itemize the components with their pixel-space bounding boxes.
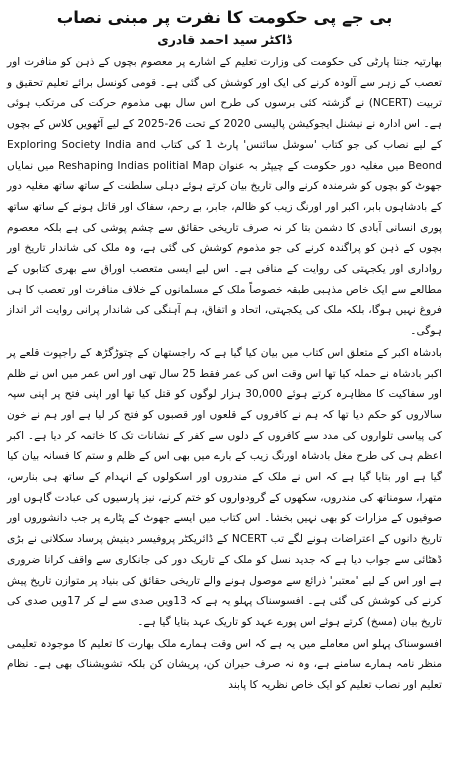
article-paragraph-2: بادشاہ اکبر کے متعلق اس کتاب میں بیان کیا گیا ہے کہ راجستھان کے چتوڑگڑھ کے راجپوت قلعے پر اکبر بادشاہ نے حملہ کیا تھا اس وقت اس کی عمر فقط 25 سال تھی اور اس عمر میں اس نے ظلم اور سفاکیت کا مظاہرہ کرتے ہوئے 30,000 ہزار لوگوں کو قتل کیا تھا اور اپنی فتح پر اپنی سپہ سالاروں کو حکم دیا تھا کہ ہم نے کافروں کے قلعوں اور قصبوں کو فتح کر لیا ہے اور ہم نے خون کی پیاسی تلواروں کی مدد سے کافروں کے دلوں سے کفر کے نشانات تک کا خاتمہ کر دیا ہے۔ اکبر اعظم ہی کی طرح مغل بادشاہ اورنگ زیب کے بارے میں بھی اس کے ظلم و ستم کا فسانہ بیان کیا گیا ہے اور بتایا گیا ہے کہ اس نے ملک کے مندروں اور اسکولوں کے انہدام کے ساتھ ہی بنارس، متھرا، سومناتھ کی مندروں، سکھوں کے گرودواروں کو ختم کرنے، نیز پارسیوں کی عبادت گاہوں اور صوفیوں کے مزارات کو بھی نہیں بخشا۔ اس کتاب میں ایسے جھوٹ کے پٹارے پر جب دانشوروں اور تاریخ دانوں کے اعتراضات ہونے لگے تب NCERT کے ڈائریکٹر پروفیسر دینیش پرساد سکلانی نے بڑی ڈھٹائی سے جواب دیا ہے کہ جدید نسل کو ملک کے تاریک دور کی جانکاری سے واقف کرانا ضروری ہے اور اس کے لیے 'معتبر' ذرائع سے موصول ہونے والے تاریخی حقائق کی بنیاد پر متوازن تاریخ پیش کرنے کی کوشش کی گئی ہے۔ افسوسناک پہلو یہ ہے کہ 13ویں صدی سے لے کر 17ویں صدی کی تاریخ بیان (مسخ) کرتے ہوئے اس پورے عہد کو تاریک عہد بتایا گیا ہے۔ bbox=[7, 346, 442, 628]
article-paragraph-3: افسوسناک پہلو اس معاملے میں یہ ہے کہ اس وقت ہمارے ملک بھارت کا تعلیم کا موجودہ تعلیمی منظر نامہ ہمارے سامنے ہے، وہ نہ صرف حیران کن، پریشان کن بلکہ تشویشناک بھی ہے۔ نظام تعلیم اور نصاب تعلیم کو ایک خاص نظریہ کا پابند bbox=[7, 637, 442, 692]
article-author: ڈاکٹر سید احمد قادری bbox=[157, 32, 292, 47]
article-paragraph-1: بھارتیہ جنتا پارٹی کی حکومت کی وزارت تعلیم کے اشارے پر معصوم بچوں کے ذہن کو منافرت اور تعصب کے زہر سے آلودہ کرنے کی ایک اور کوشش کی گئی ہے۔ قومی کونسل برائے تعلیم تحقیق و تربیت (NCERT) نے گزشتہ کئی برسوں کی طرح اس سال بھی مذموم حرکت کی مرتکب ہوئی ہے۔ اس ادارہ نے نیشنل ایجوکیشن پالیسی 2020 کے تحت 26-2025 کے لیے آٹھویں کلاس کے بچوں کے لیے نصاب کی جو کتاب 'سوشل سائنس' پارٹ 1 کی کتاب Exploring Society India and Beond میں مغلیہ دور حکومت کے چیپٹر بہ عنوان Reshaping Indias politial Map میں نمایاں جھوٹ کو بچوں کو شرمندہ کرنے والی تاریخ بیان کرتے ہوئے دہلی سلطنت کے ساتھ ساتھ مغلیہ دور کے بادشاہوں بابر، اکبر اور اورنگ زیب کو ظالم، جابر، بے رحم، سفاک اور قاتل ہونے کے ساتھ ساتھ پوری انسانی آبادی کا دشمن بتا کر نہ صرف تاریخی حقائق سے چشم پوشی کی ہے بلکہ معصوم بچوں کے ذہن کو پراگندہ کرنے کی جو مذموم کوشش کی گئی ہے، وہ ملک کی شاندار تاریخ اور رواداری اور یکجہتی کی روایت کے منافی ہے۔ اس لیے ایسی متعصب اوراق سے بھری کتابوں کے مطالعے سے ایک خاص مذہبی طبقہ خصوصاً ملک کے مسلمانوں کے خلاف منافرت اور تعصب کا ہی فروغ نہیں ہوگا، بلکہ ملک کی یکجہتی، اتحاد و اتفاق، ہم آہنگی کی شاندار پرانی روایت اثر انداز ہوگی۔ bbox=[7, 56, 443, 338]
article-title: بی جے پی حکومت کا نفرت پر مبنی نصاب bbox=[56, 8, 393, 27]
